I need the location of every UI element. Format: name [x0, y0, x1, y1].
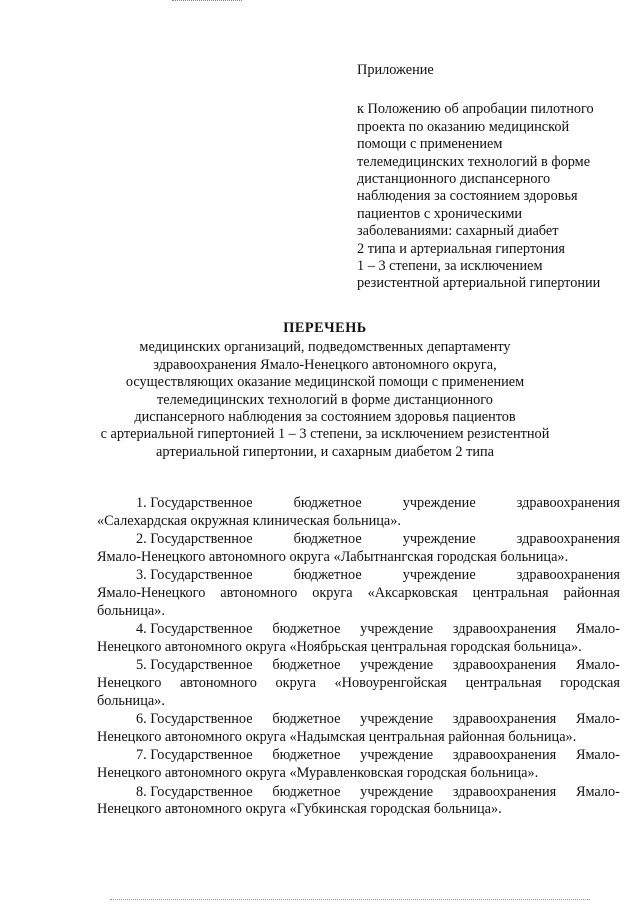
list-item-line [97, 531, 620, 549]
list-item-text: бюджетное [293, 495, 362, 511]
appendix-line: заболеваниями: сахарный диабет [357, 223, 559, 240]
list-item-text: учреждение [360, 711, 434, 728]
list-item-text: автономного [220, 584, 298, 601]
list-item-text: Ненецкого автономного округа «Надымская центральная районная больница». [97, 728, 577, 745]
list-item [97, 784, 620, 819]
list-item-text: здравоохранения [452, 711, 557, 728]
scan-artifact-bottom [110, 899, 590, 902]
list-item-line [97, 549, 620, 567]
list-item-line [97, 495, 620, 513]
list-item-text: бюджетное [272, 621, 341, 638]
list-item-line [97, 639, 620, 657]
list-item-text: округа [275, 674, 316, 691]
list-item-text: Ямало- [575, 621, 620, 638]
list-item-text: бюджетное [272, 711, 341, 728]
list-item-text: 5. Государственное [136, 657, 253, 674]
list-heading [90, 320, 560, 461]
list-item-text: здравоохранения [516, 495, 620, 511]
heading-line: с артериальной гипертонией 1 – 3 степени, за исключением резистентной [100, 426, 550, 443]
appendix-line: проекта по оказанию медицинской [357, 118, 570, 135]
appendix-block [357, 62, 627, 293]
list-item-text: 4. Государственное [136, 621, 253, 638]
heading-line: осуществляющих оказание медицинской помощи с применением [125, 374, 525, 391]
list-item-text: здравоохранения [452, 747, 557, 764]
list-item [97, 657, 620, 710]
list-item-line [97, 621, 620, 639]
list-item-text: «Аксарковская [367, 584, 458, 601]
heading-line: телемедицинских технологий в форме дистанционного [157, 391, 493, 408]
list-item-line [97, 801, 620, 819]
list-item-text: 7. Государственное [136, 747, 253, 764]
list-item-text: больница». [97, 692, 165, 709]
list-item-text: центральная [472, 584, 549, 601]
list-item-text: автономного [179, 674, 257, 691]
heading-line: артериальной гипертонии, и сахарным диабетом 2 типа [156, 443, 494, 460]
list-item-line [97, 693, 620, 711]
list-item-line [97, 711, 620, 729]
list-item-text: Ненецкого [97, 674, 162, 691]
list-item-text: «Салехардская окружная клиническая больница». [97, 512, 402, 529]
list-item-text: 3. Государственное [136, 567, 253, 584]
list-item-line [97, 675, 620, 693]
list-item-line [97, 765, 620, 783]
list-item-text: здравоохранения [452, 657, 557, 674]
list-item-text: Ненецкого автономного округа «Ноябрьская центральная городская больница». [97, 638, 582, 655]
appendix-title: Приложение [357, 62, 434, 78]
list-item-text: бюджетное [293, 531, 362, 548]
appendix-line: телемедицинских технологий в форме [357, 153, 591, 170]
list-item-text: больница». [97, 602, 165, 619]
list-item-text: учреждение [360, 657, 434, 674]
list-item-text: 1. Государственное [136, 495, 253, 511]
list-item [97, 747, 620, 782]
list-item-text: учреждение [360, 747, 434, 764]
heading-subtitle [90, 339, 560, 461]
list-item [97, 495, 620, 530]
list-item-text: районная [563, 584, 620, 601]
list-item-line [97, 747, 620, 765]
list-item-text: 2. Государственное [136, 531, 253, 548]
list-item-text: 8. Государственное [136, 783, 253, 800]
list-item-text: центральная [465, 674, 542, 691]
list-item-text: учреждение [402, 567, 476, 584]
list-item-text: Ямало- [575, 711, 620, 728]
organization-list [97, 495, 620, 820]
appendix-line: помощи с применением [357, 136, 503, 153]
list-item-text: здравоохранения [516, 567, 620, 584]
list-item-line [97, 513, 620, 531]
appendix-line: наблюдения за состоянием здоровья [357, 188, 578, 205]
list-item-text: Ямало- [575, 747, 620, 764]
list-item-text: Ямало- [575, 657, 620, 674]
heading-line: здравоохранения Ямало-Ненецкого автономного округа, [153, 356, 497, 373]
list-item-text: «Новоуренгойская [334, 674, 448, 691]
heading-line: медицинских организаций, подведомственных департаменту [139, 339, 511, 356]
list-item-text: бюджетное [293, 567, 362, 584]
list-item-text: Ненецкого автономного округа «Губкинская городская больница». [97, 801, 502, 818]
appendix-line: 2 типа и артериальная гипертония [357, 240, 565, 257]
list-item-text: бюджетное [272, 657, 341, 674]
list-item [97, 531, 620, 566]
appendix-text [357, 101, 627, 292]
appendix-line: резистентной артериальной гипертонии [357, 275, 601, 292]
list-item-text: учреждение [360, 783, 434, 800]
list-item-text: округа [312, 584, 353, 601]
list-item-text: здравоохранения [516, 531, 620, 548]
list-item-text: Ямало-Ненецкого [97, 584, 206, 601]
appendix-line: 1 – 3 степени, за исключением [357, 258, 543, 275]
list-item-text: Ямало-Ненецкого автономного округа «Лабытнангская городская больница». [97, 548, 569, 565]
list-item-line [97, 657, 620, 675]
list-item [97, 567, 620, 620]
list-item-text: бюджетное [272, 747, 341, 764]
list-item-text: 6. Государственное [136, 711, 253, 728]
heading-line: диспансерного наблюдения за состоянием здоровья пациентов [134, 409, 516, 426]
appendix-line: к Положению об апробации пилотного [357, 101, 594, 118]
list-item-line [97, 729, 620, 747]
list-item-text: городская [560, 674, 620, 691]
appendix-line: дистанционного диспансерного [357, 171, 551, 188]
appendix-line: пациентов с хроническими [357, 205, 523, 222]
list-item-line [97, 784, 620, 802]
heading-title: ПЕРЕЧЕНЬ [283, 320, 367, 336]
list-item-line [97, 603, 620, 621]
list-item-text: учреждение [402, 531, 476, 548]
list-item-line [97, 585, 620, 603]
list-item-text: бюджетное [272, 783, 341, 800]
list-item-text: Ямало- [575, 783, 620, 800]
list-item-text: здравоохранения [452, 783, 557, 800]
list-item-text: Ненецкого автономного округа «Муравленковская городская больница». [97, 764, 539, 781]
scan-artifact-top [172, 0, 242, 4]
list-item [97, 621, 620, 656]
list-item-text: учреждение [360, 621, 434, 638]
list-item-text: учреждение [402, 495, 476, 511]
list-item-line [97, 567, 620, 585]
list-item [97, 711, 620, 746]
list-item-text: здравоохранения [452, 621, 557, 638]
